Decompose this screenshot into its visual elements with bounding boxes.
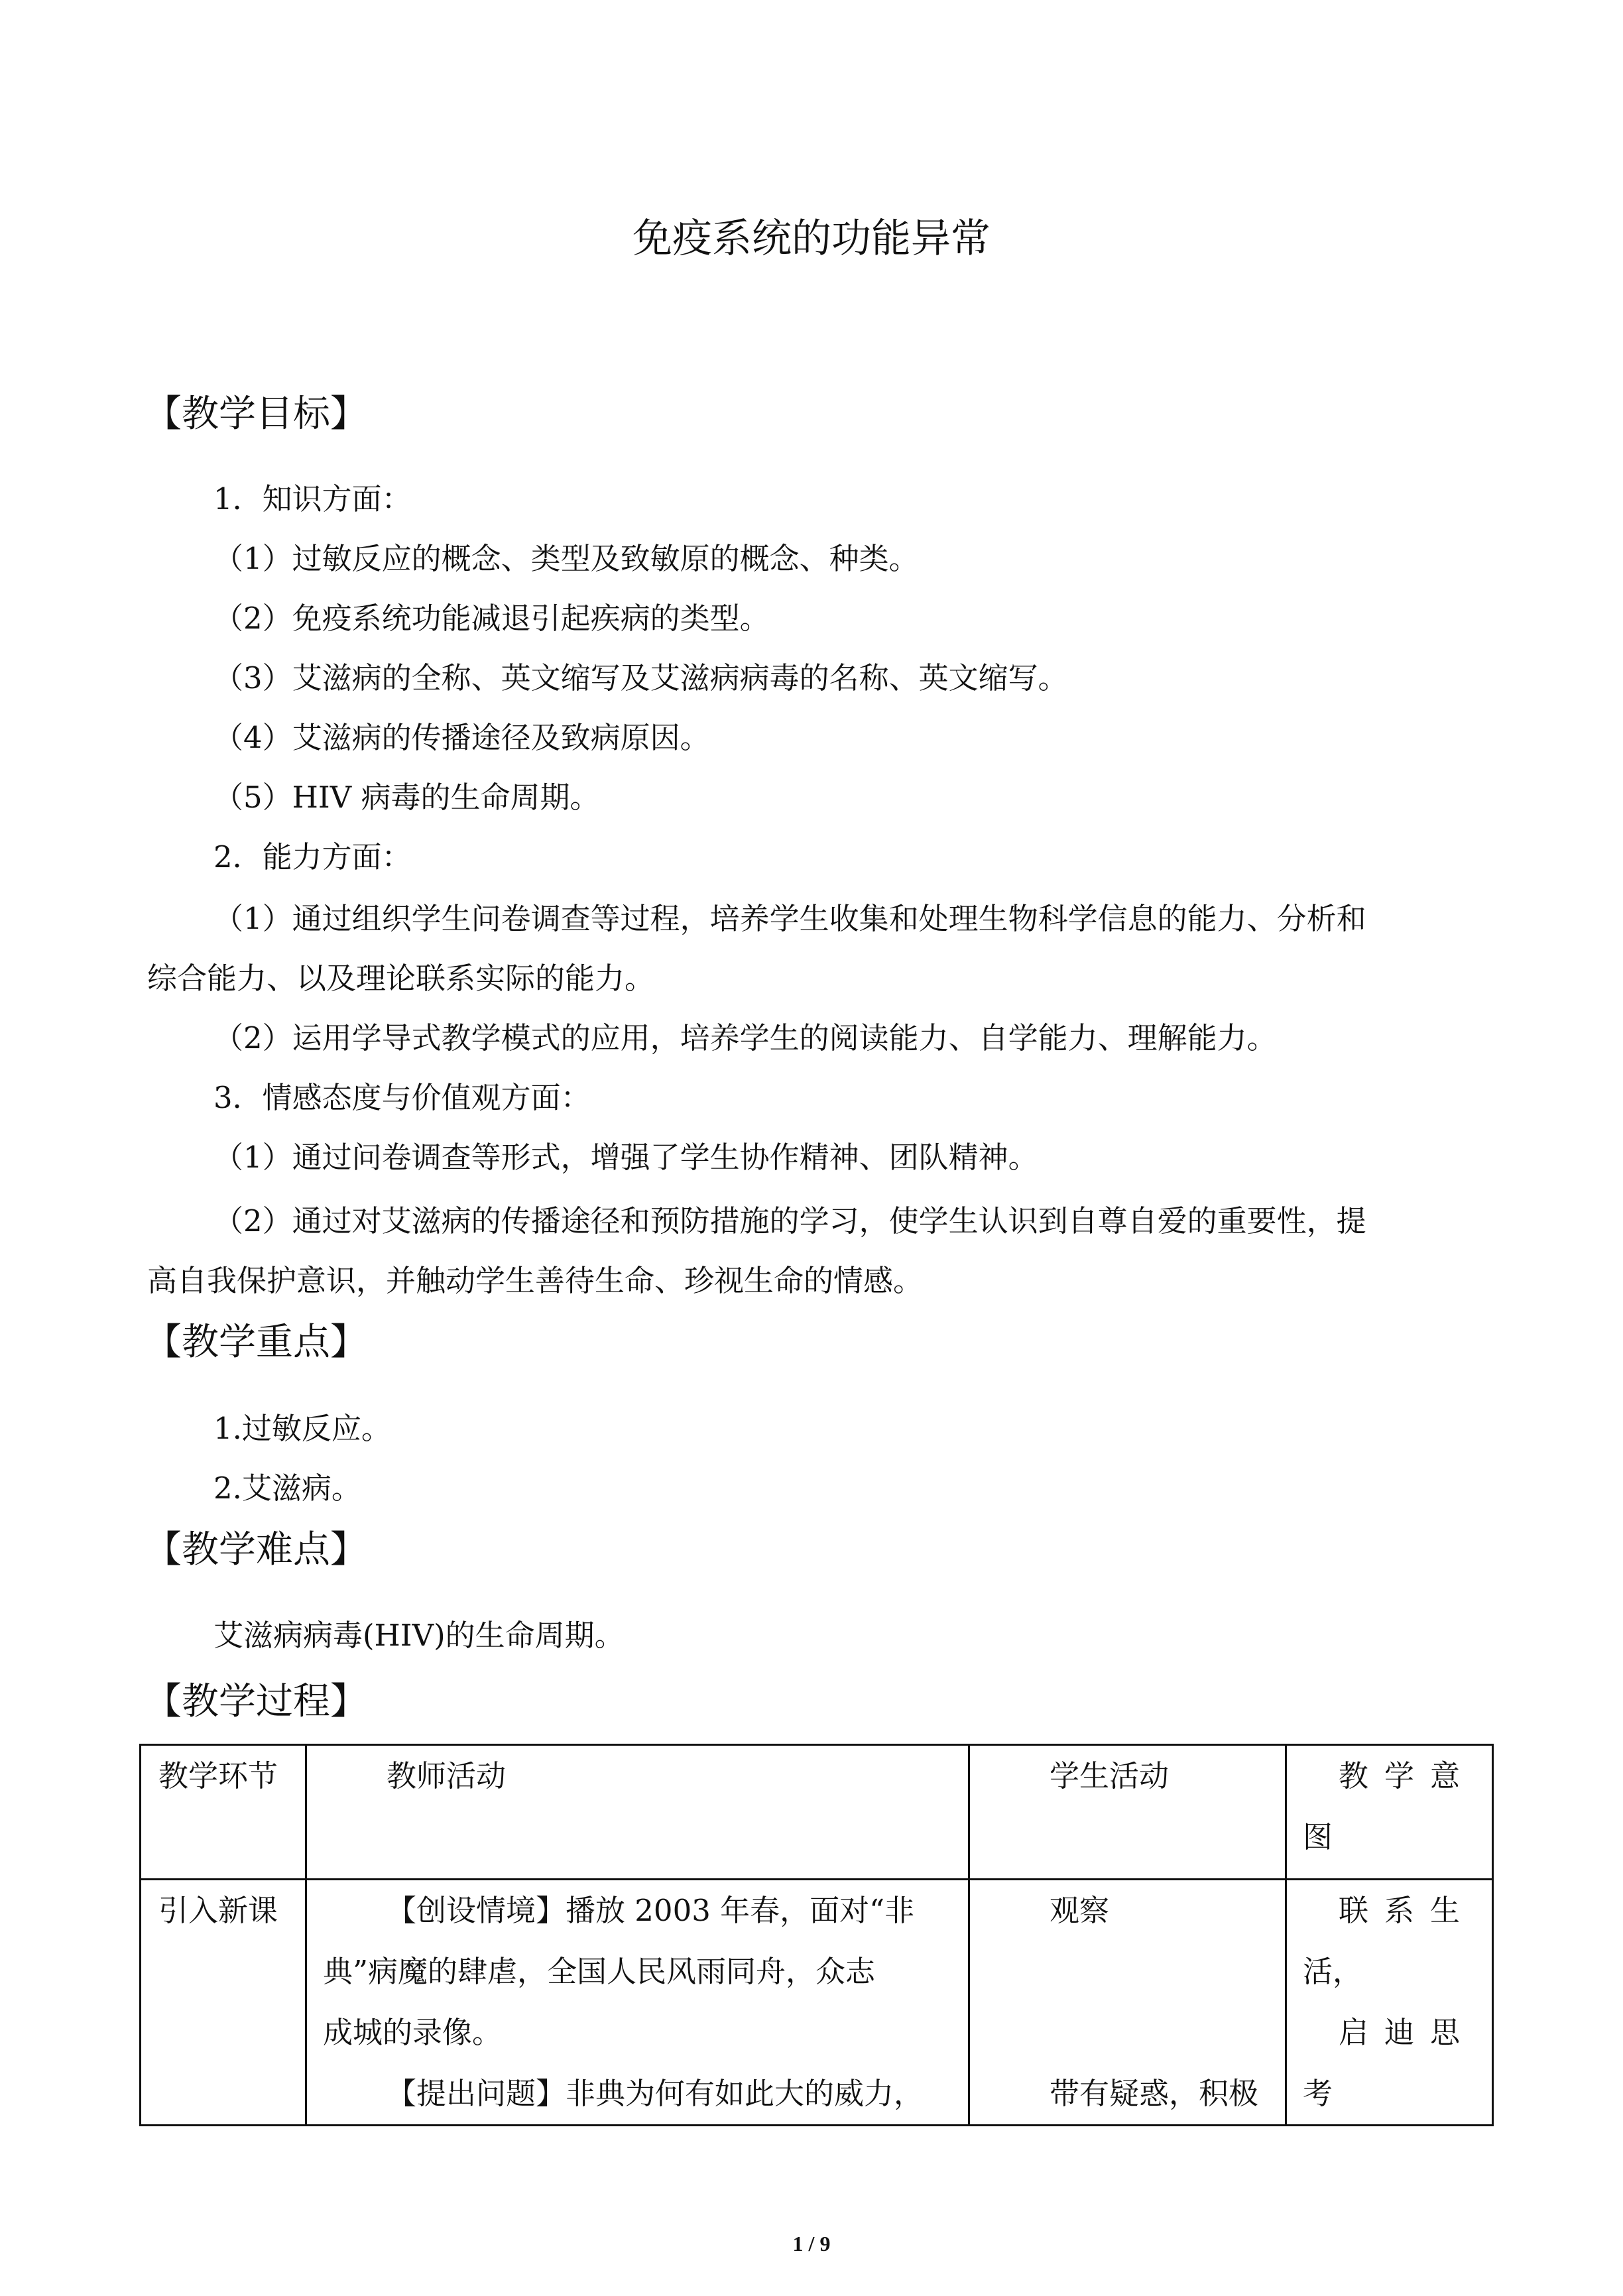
knowledge-item: （2）免疫系统功能减退引起疾病的类型。 — [213, 601, 770, 636]
table-header-row — [141, 1745, 1493, 1880]
emotion-heading: 3．情感态度与价值观方面： — [213, 1080, 591, 1115]
knowledge-item: （1）过敏反应的概念、类型及致敏原的概念、种类。 — [213, 541, 919, 576]
knowledge-item: （5）HIV 病毒的生命周期。 — [213, 780, 600, 815]
key-point-item: 1.过敏反应。 — [213, 1411, 391, 1446]
header-stage: 教学环节 — [141, 1745, 306, 1880]
teacher-line: 【创设情境】播放 2003 年春，面对“非 — [387, 1893, 915, 1928]
section-heading-difficulty: 【教学难点】 — [145, 1528, 367, 1571]
teacher-line: 【提出问题】非典为何有如此大的威力， — [387, 2076, 924, 2111]
teaching-process-table — [139, 1744, 1494, 2126]
intent-line: 启迪思 — [1338, 2015, 1476, 2050]
difficulty-text: 艾滋病病毒(HIV)的生命周期。 — [213, 1618, 625, 1653]
knowledge-item: （4）艾滋病的传播途径及致病原因。 — [213, 720, 710, 755]
student-line: 观察 — [1050, 1893, 1110, 1928]
emotion-item-continued: 高自我保护意识，并触动学生善待生命、珍视生命的情感。 — [147, 1263, 924, 1298]
teacher-line: 典”病魔的肆虐，全国人民风雨同舟，众志 — [323, 1954, 876, 1989]
header-student-activity: 学生活动 — [969, 1745, 1286, 1880]
row-stage: 引入新课 — [141, 1880, 306, 2126]
intent-line: 考 — [1303, 2076, 1333, 2111]
header-teacher-activity: 教师活动 — [306, 1745, 969, 1880]
ability-item: （1）通过组织学生问卷调查等过程，培养学生收集和处理生物科学信息的能力、分析和 — [213, 901, 1366, 936]
row-intent — [1286, 1880, 1493, 2126]
intent-line: 联系生 — [1338, 1893, 1476, 1928]
knowledge-item: （3）艾滋病的全称、英文缩写及艾滋病病毒的名称、英文缩写。 — [213, 660, 1068, 695]
header-intent — [1286, 1745, 1493, 1880]
page-number: 1 / 9 — [792, 2232, 831, 2256]
page-title: 免疫系统的功能异常 — [632, 215, 991, 262]
teacher-line: 成城的录像。 — [323, 2015, 503, 2050]
ability-item: （2）运用学导式教学模式的应用，培养学生的阅读能力、自学能力、理解能力。 — [213, 1020, 1277, 1056]
header-intent-line: 图 — [1303, 1819, 1333, 1854]
section-heading-key-points: 【教学重点】 — [145, 1321, 367, 1364]
ability-item-continued: 综合能力、以及理论联系实际的能力。 — [147, 961, 655, 996]
row-student-activity — [969, 1880, 1286, 2126]
header-intent-line: 教学意 — [1338, 1758, 1476, 1793]
table-row — [141, 1880, 1493, 2126]
emotion-item: （2）通过对艾滋病的传播途径和预防措施的学习，使学生认识到自尊自爱的重要性，提 — [213, 1203, 1366, 1239]
student-line: 带有疑惑，积极 — [1050, 2076, 1259, 2111]
knowledge-heading: 1．知识方面： — [213, 481, 412, 516]
row-teacher-activity — [306, 1880, 969, 2126]
ability-heading: 2．能力方面： — [213, 839, 412, 875]
key-point-item: 2.艾滋病。 — [213, 1471, 361, 1506]
section-heading-objectives: 【教学目标】 — [145, 393, 367, 436]
emotion-item: （1）通过问卷调查等形式，增强了学生协作精神、团队精神。 — [213, 1140, 1038, 1175]
section-heading-process: 【教学过程】 — [145, 1680, 367, 1723]
intent-line: 活， — [1303, 1954, 1363, 1989]
